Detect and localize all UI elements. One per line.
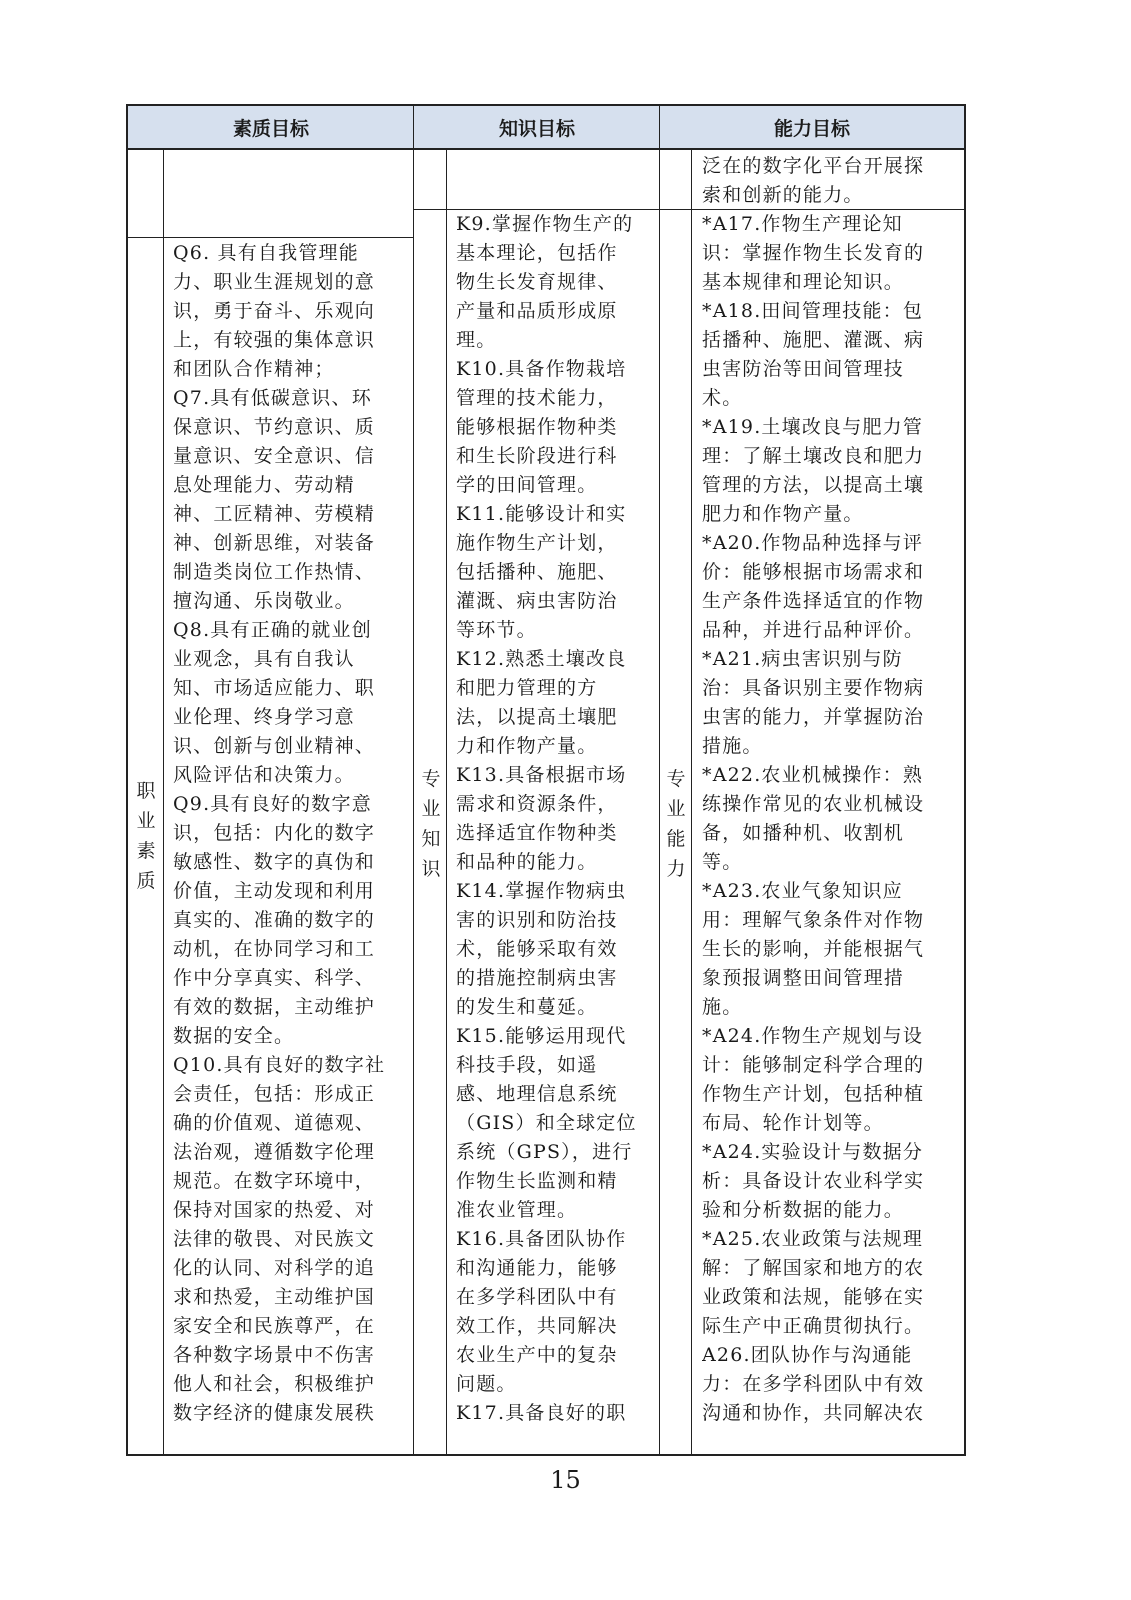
page-number: 15	[550, 1466, 581, 1494]
category-professional-quality: 职 业 素 质	[136, 780, 156, 892]
divider	[446, 150, 447, 1454]
category-professional-knowledge: 专 业 知 识	[421, 768, 441, 880]
divider	[413, 106, 414, 1454]
header-quality-objectives: 素质目标	[128, 106, 414, 150]
row-divider	[128, 237, 414, 238]
divider	[163, 150, 164, 1454]
divider	[659, 106, 660, 1454]
header-ability-objectives: 能力目标	[660, 106, 964, 150]
ability-objectives-text: *A17.作物生产理论知 识：掌握作物生长发育的 基本规律和理论知识。 *A18.田间管理技能：包 括播种、施肥、灌溉、病 虫害防治等田间管理技 术。 *A19.土壤改良与肥力管 理：了解土壤改良和肥力 管理的方法，以提高土壤 肥力和作物产量。 *A20.作物品种选择与评 价：能够根据市场需求和 生产条件选择适宜的作物 品种，并进行品种评价。 *A21.病虫害识别与防 治：具备识别主要作物病 虫害的能力，并掌握防治 措施。 *A22.农业机械操作：熟 练操作常见的农业机械设 备，如播种机、收割机 等。 *A23.农业气象知识应 用：理解气象条件对作物 生长的影响，并能根据气 象预报调整田间管理措 施。 *A24.作物生产规划与设 计：能够制定科学合理的 作物生产计划，包括种植 布局、轮作计划等。 *A24.实验设计与数据分 析：具备设计农业科学实 验和分析数据的能力。 *A25.农业政策与法规理 解：了解国家和地方的农 业政策和法规，能够在实 际生产中正确贯彻执行。 A26.团队协作与沟通能 力：在多学科团队中有效 沟通和协作，共同解决农	[702, 213, 925, 1424]
category-professional-ability: 专 业 能 力	[666, 768, 686, 880]
divider	[691, 150, 692, 1454]
quality-objectives-text: Q6. 具有自我管理能 力、职业生涯规划的意 识，勇于奋斗、乐观向 上，有较强的集体意识 和团队合作精神； Q7.具有低碳意识、环 保意识、节约意识、质 量意识、安全意识、信 息处理能力、劳动精 神、工匠精神、劳模精 神、创新思维，对装备 制造类岗位工作热情、 擅沟通、乐岗敬业。 Q8.具有正确的就业创 业观念，具有自我认 知、市场适应能力、职 业伦理、终身学习意 识、创新与创业精神、 风险评估和决策力。 Q9.具有良好的数字意 识，包括：内化的数字 敏感性、数字的真伪和 价值，主动发现和利用 真实的、准确的数字的 动机，在协同学习和工 作中分享真实、科学、 有效的数据，主动维护 数据的安全。 Q10.具有良好的数字社 会责任，包括：形成正 确的价值观、道德观、 法治观，遵循数字伦理 规范。在数字环境中， 保持对国家的热爱、对 法律的敬畏、对民族文 化的认同、对科学的追 求和热爱，主动维护国 家安全和民族尊严，在 各种数字场景中不伤害 他人和社会，积极维护 数字经济的健康发展秩	[173, 242, 386, 1424]
ability-continued-text: 泛在的数字化平台开展探 索和创新的能力。	[702, 155, 925, 206]
header-knowledge-objectives: 知识目标	[414, 106, 660, 150]
objectives-table	[126, 104, 966, 1456]
knowledge-objectives-text: K9.掌握作物生产的 基本理论，包括作 物生长发育规律、 产量和品质形成原 理。 K10.具备作物栽培 管理的技术能力， 能够根据作物种类 和生长阶段进行科 学的田间管理。 K11.能够设计和实 施作物生产计划， 包括播种、施肥、 灌溉、病虫害防治 等环节。 K12.熟悉土壤改良 和肥力管理的方 法，以提高土壤肥 力和作物产量。 K13.具备根据市场 需求和资源条件， 选择适宜作物种类 和品种的能力。 K14.掌握作物病虫 害的识别和防治技 术，能够采取有效 的措施控制病虫害 的发生和蔓延。 K15.能够运用现代 科技手段，如遥 感、地理信息系统 （GIS）和全球定位 系统（GPS），进行 作物生长监测和精 准农业管理。 K16.具备团队协作 和沟通能力，能够 在多学科团队中有 效工作，共同解决 农业生产中的复杂 问题。 K17.具备良好的职	[456, 213, 637, 1424]
